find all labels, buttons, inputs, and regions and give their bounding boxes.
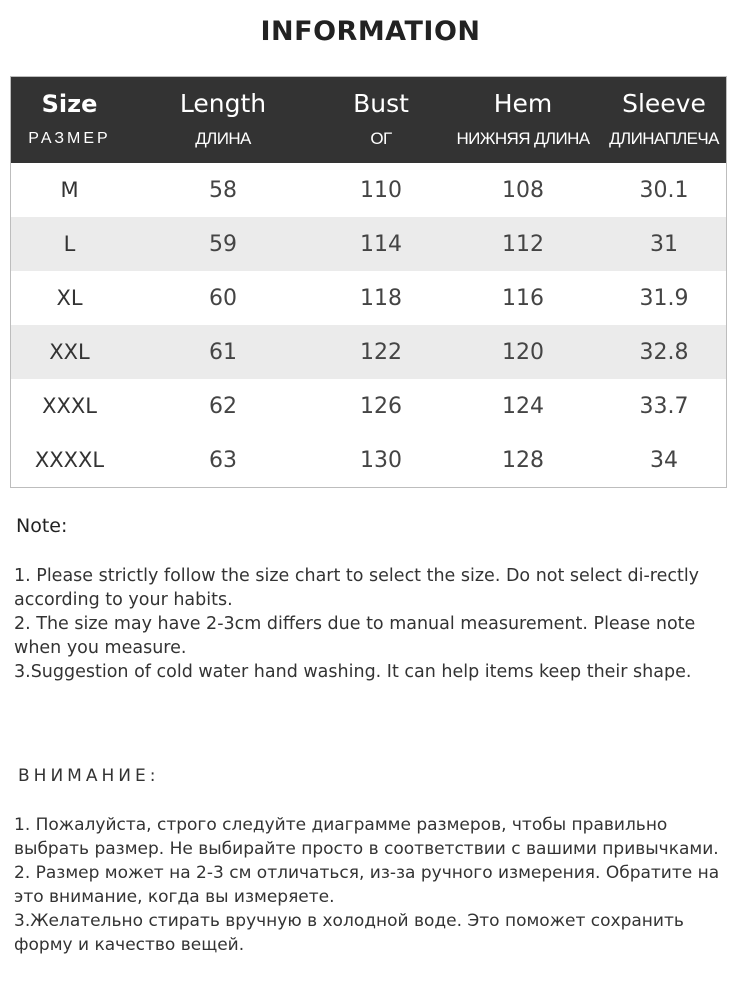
cell-hem: 128	[502, 447, 544, 473]
cell-length: 59	[209, 231, 237, 257]
note-body	[14, 564, 714, 684]
ru-note-paragraph: 2. Размер может на 2-3 см отличаться, из-за ручного измерения. Обратите на это внимание, когда вы измеряете.	[14, 863, 720, 907]
cell-size: M	[60, 178, 79, 202]
table-row	[11, 271, 726, 325]
cell-bust: 118	[360, 285, 402, 311]
header-sleeve-en: Sleeve	[622, 89, 706, 118]
cell-sleeve: 32.8	[639, 339, 689, 365]
header-length-en: Length	[179, 89, 267, 118]
cell-bust: 110	[360, 177, 402, 203]
ru-note-title: ВНИМАНИЕ:	[18, 766, 160, 786]
table-row	[11, 325, 726, 379]
header-length-ru: ДЛИНА	[195, 129, 251, 148]
ru-note-body	[14, 813, 729, 957]
header-bust	[318, 77, 444, 163]
ru-note-paragraph: 3.Желательно стирать вручную в холодной воде. Это поможет сохранить форму и качество вещей.	[14, 911, 684, 955]
table-header	[11, 77, 726, 163]
table-row	[11, 379, 726, 433]
cell-hem: 112	[502, 231, 544, 257]
header-size-ru: РАЗМЕР	[28, 130, 111, 147]
header-hem-en: Hem	[493, 89, 553, 118]
cell-length: 63	[209, 447, 237, 473]
cell-size: XXL	[49, 340, 90, 364]
page-title: INFORMATION	[260, 16, 481, 47]
cell-sleeve: 30.1	[639, 177, 689, 203]
cell-hem: 108	[502, 177, 544, 203]
cell-hem: 120	[502, 339, 544, 365]
cell-size: L	[63, 232, 76, 256]
cell-bust: 130	[360, 447, 402, 473]
ru-note-paragraph: 1. Пожалуйста, строго следуйте диаграмме размеров, чтобы правильно выбрать размер. Не выбирайте просто в соответствии с вашими привычками.	[14, 815, 719, 859]
cell-size: XL	[56, 286, 83, 310]
size-chart-table	[10, 76, 727, 488]
note-paragraph: 3.Suggestion of cold water hand washing. It can help items keep their shape.	[14, 662, 692, 682]
header-sleeve	[602, 77, 726, 163]
cell-sleeve: 31.9	[639, 285, 689, 311]
cell-bust: 122	[360, 339, 402, 365]
cell-hem: 124	[502, 393, 544, 419]
header-size-en: Size	[41, 90, 98, 118]
note-title: Note:	[16, 515, 68, 537]
cell-length: 61	[209, 339, 237, 365]
note-paragraph: 1. Please strictly follow the size chart to select the size. Do not select di-rectly according to your habits.	[14, 566, 700, 610]
cell-size: XXXL	[42, 394, 97, 418]
table-row	[11, 163, 726, 217]
header-hem-ru: НИЖНЯЯ ДЛИНА	[456, 129, 590, 148]
header-hem	[444, 77, 602, 163]
header-size	[11, 77, 128, 163]
cell-sleeve: 33.7	[639, 393, 689, 419]
header-sleeve-ru: ДЛИНАПЛЕЧА	[609, 129, 719, 148]
cell-sleeve: 31	[650, 231, 678, 257]
cell-size: XXXXL	[34, 448, 105, 472]
table-row	[11, 217, 726, 271]
cell-sleeve: 34	[650, 447, 678, 473]
cell-length: 58	[209, 177, 237, 203]
table-row	[11, 433, 726, 487]
cell-bust: 114	[360, 231, 402, 257]
cell-length: 60	[209, 285, 237, 311]
header-bust-ru: ОГ	[370, 129, 392, 148]
cell-hem: 116	[502, 285, 544, 311]
header-bust-en: Bust	[353, 89, 409, 118]
cell-length: 62	[209, 393, 237, 419]
header-length	[128, 77, 318, 163]
note-paragraph: 2. The size may have 2-3cm differs due to manual measurement. Please note when you measure.	[14, 614, 696, 658]
cell-bust: 126	[360, 393, 402, 419]
